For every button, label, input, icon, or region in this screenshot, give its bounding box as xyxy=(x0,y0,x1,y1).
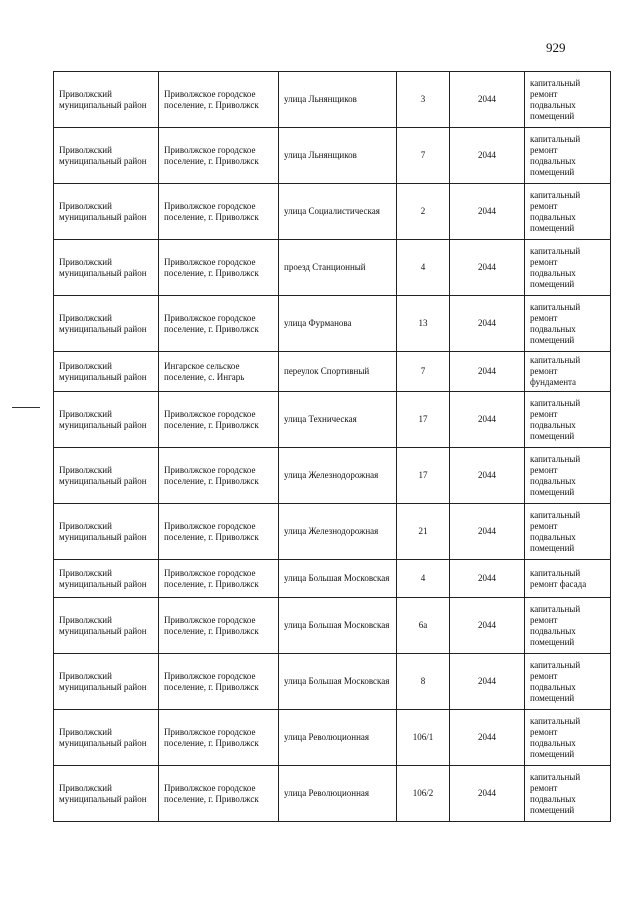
cell-year: 2044 xyxy=(450,296,525,352)
cell-street: улица Социалистическая xyxy=(279,184,397,240)
table-row xyxy=(54,184,611,240)
cell-district: Приволжский муниципальный район xyxy=(54,560,159,598)
cell-settlement: Приволжское городское поселение, г. Приволжск xyxy=(159,128,279,184)
cell-year: 2044 xyxy=(450,352,525,392)
table-row xyxy=(54,598,611,654)
cell-house-number: 3 xyxy=(397,72,450,128)
cell-settlement: Приволжское городское поселение, г. Приволжск xyxy=(159,72,279,128)
cell-house-number: 106/2 xyxy=(397,766,450,822)
table-row xyxy=(54,72,611,128)
cell-year: 2044 xyxy=(450,240,525,296)
cell-house-number: 8 xyxy=(397,654,450,710)
cell-street: проезд Станционный xyxy=(279,240,397,296)
cell-year: 2044 xyxy=(450,710,525,766)
cell-district: Приволжский муниципальный район xyxy=(54,598,159,654)
cell-settlement: Приволжское городское поселение, г. Приволжск xyxy=(159,710,279,766)
cell-year: 2044 xyxy=(450,184,525,240)
registry-table-body xyxy=(54,72,611,822)
cell-district: Приволжский муниципальный район xyxy=(54,352,159,392)
cell-year: 2044 xyxy=(450,598,525,654)
cell-street: улица Большая Московская xyxy=(279,560,397,598)
table-row xyxy=(54,128,611,184)
cell-settlement: Приволжское городское поселение, г. Приволжск xyxy=(159,448,279,504)
table-row xyxy=(54,766,611,822)
cell-work-type: капитальный ремонт подвальных помещений xyxy=(525,710,611,766)
cell-street: улица Льнянщиков xyxy=(279,128,397,184)
cell-district: Приволжский муниципальный район xyxy=(54,448,159,504)
cell-work-type: капитальный ремонт подвальных помещений xyxy=(525,448,611,504)
cell-district: Приволжский муниципальный район xyxy=(54,128,159,184)
cell-settlement: Приволжское городское поселение, г. Приволжск xyxy=(159,560,279,598)
cell-year: 2044 xyxy=(450,766,525,822)
cell-house-number: 21 xyxy=(397,504,450,560)
cell-house-number: 4 xyxy=(397,240,450,296)
cell-year: 2044 xyxy=(450,128,525,184)
cell-house-number: 7 xyxy=(397,128,450,184)
cell-settlement: Приволжское городское поселение, г. Приволжск xyxy=(159,598,279,654)
cell-street: улица Фурманова xyxy=(279,296,397,352)
cell-work-type: капитальный ремонт подвальных помещений xyxy=(525,128,611,184)
cell-district: Приволжский муниципальный район xyxy=(54,710,159,766)
table-row xyxy=(54,448,611,504)
cell-street: переулок Спортивный xyxy=(279,352,397,392)
cell-settlement: Приволжское городское поселение, г. Приволжск xyxy=(159,184,279,240)
cell-street: улица Железнодорожная xyxy=(279,504,397,560)
cell-year: 2044 xyxy=(450,654,525,710)
cell-work-type: капитальный ремонт подвальных помещений xyxy=(525,504,611,560)
cell-house-number: 6а xyxy=(397,598,450,654)
table-row xyxy=(54,240,611,296)
cell-house-number: 7 xyxy=(397,352,450,392)
cell-work-type: капитальный ремонт подвальных помещений xyxy=(525,598,611,654)
cell-year: 2044 xyxy=(450,72,525,128)
cell-work-type: капитальный ремонт подвальных помещений xyxy=(525,240,611,296)
cell-district: Приволжский муниципальный район xyxy=(54,184,159,240)
cell-work-type: капитальный ремонт фундамента xyxy=(525,352,611,392)
cell-work-type: капитальный ремонт подвальных помещений xyxy=(525,184,611,240)
cell-year: 2044 xyxy=(450,448,525,504)
table-row xyxy=(54,654,611,710)
cell-district: Приволжский муниципальный район xyxy=(54,766,159,822)
cell-year: 2044 xyxy=(450,504,525,560)
cell-house-number: 13 xyxy=(397,296,450,352)
cell-year: 2044 xyxy=(450,392,525,448)
cell-house-number: 2 xyxy=(397,184,450,240)
cell-street: улица Техническая xyxy=(279,392,397,448)
cell-work-type: капитальный ремонт подвальных помещений xyxy=(525,296,611,352)
cell-work-type: капитальный ремонт подвальных помещений xyxy=(525,654,611,710)
table-row xyxy=(54,560,611,598)
cell-street: улица Большая Московская xyxy=(279,598,397,654)
cell-district: Приволжский муниципальный район xyxy=(54,296,159,352)
table-row xyxy=(54,504,611,560)
cell-street: улица Большая Московская xyxy=(279,654,397,710)
cell-house-number: 4 xyxy=(397,560,450,598)
cell-house-number: 17 xyxy=(397,392,450,448)
cell-district: Приволжский муниципальный район xyxy=(54,654,159,710)
cell-district: Приволжский муниципальный район xyxy=(54,392,159,448)
cell-work-type: капитальный ремонт подвальных помещений xyxy=(525,72,611,128)
cell-work-type: капитальный ремонт подвальных помещений xyxy=(525,392,611,448)
cell-district: Приволжский муниципальный район xyxy=(54,72,159,128)
cell-settlement: Приволжское городское поселение, г. Приволжск xyxy=(159,240,279,296)
table-row xyxy=(54,392,611,448)
table-row xyxy=(54,710,611,766)
registry-table xyxy=(53,71,611,822)
cell-district: Приволжский муниципальный район xyxy=(54,240,159,296)
cell-house-number: 106/1 xyxy=(397,710,450,766)
cell-settlement: Приволжское городское поселение, г. Приволжск xyxy=(159,392,279,448)
cell-settlement: Приволжское городское поселение, г. Приволжск xyxy=(159,654,279,710)
cell-street: улица Льнянщиков xyxy=(279,72,397,128)
cell-street: улица Революционная xyxy=(279,766,397,822)
cell-settlement: Ингарское сельское поселение, с. Ингарь xyxy=(159,352,279,392)
cell-settlement: Приволжское городское поселение, г. Приволжск xyxy=(159,766,279,822)
cell-work-type: капитальный ремонт подвальных помещений xyxy=(525,766,611,822)
margin-mark xyxy=(12,407,40,408)
cell-district: Приволжский муниципальный район xyxy=(54,504,159,560)
cell-settlement: Приволжское городское поселение, г. Приволжск xyxy=(159,296,279,352)
table-row xyxy=(54,352,611,392)
cell-street: улица Железнодорожная xyxy=(279,448,397,504)
cell-work-type: капитальный ремонт фасада xyxy=(525,560,611,598)
cell-year: 2044 xyxy=(450,560,525,598)
cell-house-number: 17 xyxy=(397,448,450,504)
table-row xyxy=(54,296,611,352)
cell-street: улица Революционная xyxy=(279,710,397,766)
cell-settlement: Приволжское городское поселение, г. Приволжск xyxy=(159,504,279,560)
page-number: 929 xyxy=(546,40,566,55)
